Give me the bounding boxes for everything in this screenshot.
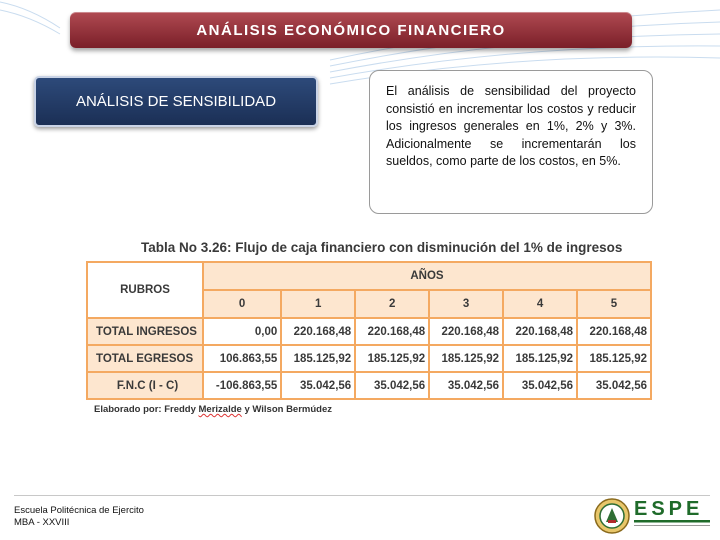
table-row bbox=[87, 372, 651, 399]
table-cell: 106.863,55 bbox=[203, 345, 281, 372]
page-title-banner bbox=[70, 12, 632, 48]
cash-flow-table bbox=[86, 261, 652, 400]
table-footnote bbox=[86, 404, 652, 415]
table-cell: 35.042,56 bbox=[577, 372, 651, 399]
table-cell: 185.125,92 bbox=[503, 345, 577, 372]
years-header: AÑOS bbox=[203, 262, 651, 290]
footer-divider bbox=[14, 495, 710, 496]
table-cell: 220.168,48 bbox=[281, 318, 355, 345]
footer-institution: Escuela Politécnica de Ejercito bbox=[14, 505, 144, 516]
table-cell: 220.168,48 bbox=[355, 318, 429, 345]
year-header: 5 bbox=[577, 290, 651, 318]
table-row bbox=[87, 345, 651, 372]
seal-icon bbox=[594, 498, 630, 534]
cash-flow-table-image bbox=[86, 235, 652, 420]
footnote-author-name: Merizalde bbox=[198, 404, 242, 415]
year-header: 4 bbox=[503, 290, 577, 318]
description-text: El análisis de sensibilidad del proyecto consistió en incrementar los costos y reducir los ingresos generales en 1%, 2% y 3%. Adicionalmente se incrementarán los sueldos, como parte de los costos, en 5%. bbox=[386, 84, 636, 168]
espe-logo bbox=[594, 498, 714, 536]
year-header: 1 bbox=[281, 290, 355, 318]
table-cell: 185.125,92 bbox=[355, 345, 429, 372]
year-header: 0 bbox=[203, 290, 281, 318]
table-cell: 185.125,92 bbox=[429, 345, 503, 372]
table-cell: 185.125,92 bbox=[281, 345, 355, 372]
rubros-header: RUBROS bbox=[87, 262, 203, 318]
table-cell: 35.042,56 bbox=[503, 372, 577, 399]
table-cell: 220.168,48 bbox=[577, 318, 651, 345]
section-heading-box bbox=[34, 76, 318, 127]
year-header: 3 bbox=[429, 290, 503, 318]
espe-wordmark: ESPE bbox=[634, 498, 704, 520]
table-cell: 35.042,56 bbox=[355, 372, 429, 399]
table-cell: 220.168,48 bbox=[429, 318, 503, 345]
page-title: ANÁLISIS ECONÓMICO FINANCIERO bbox=[196, 21, 506, 39]
footer-text bbox=[14, 505, 144, 529]
footer-program: MBA - XXVIII bbox=[14, 517, 70, 528]
row-label: TOTAL INGRESOS bbox=[87, 318, 203, 345]
row-label: TOTAL EGRESOS bbox=[87, 345, 203, 372]
row-label: F.N.C (I - C) bbox=[87, 372, 203, 399]
espe-subtitle-graphic bbox=[634, 520, 710, 528]
table-cell: 185.125,92 bbox=[577, 345, 651, 372]
table-cell: 35.042,56 bbox=[281, 372, 355, 399]
table-row bbox=[87, 318, 651, 345]
description-box bbox=[369, 70, 653, 214]
table-title: Tabla No 3.26: Flujo de caja financiero con disminución del 1% de ingresos bbox=[141, 240, 623, 255]
footnote-prefix: Elaborado por: Freddy bbox=[94, 404, 199, 415]
table-cell: 0,00 bbox=[203, 318, 281, 345]
year-header: 2 bbox=[355, 290, 429, 318]
table-cell: 220.168,48 bbox=[503, 318, 577, 345]
section-heading: ANÁLISIS DE SENSIBILIDAD bbox=[75, 93, 277, 110]
table-cell: -106.863,55 bbox=[203, 372, 281, 399]
table-cell: 35.042,56 bbox=[429, 372, 503, 399]
footnote-suffix: y Wilson Bermúdez bbox=[241, 404, 332, 415]
